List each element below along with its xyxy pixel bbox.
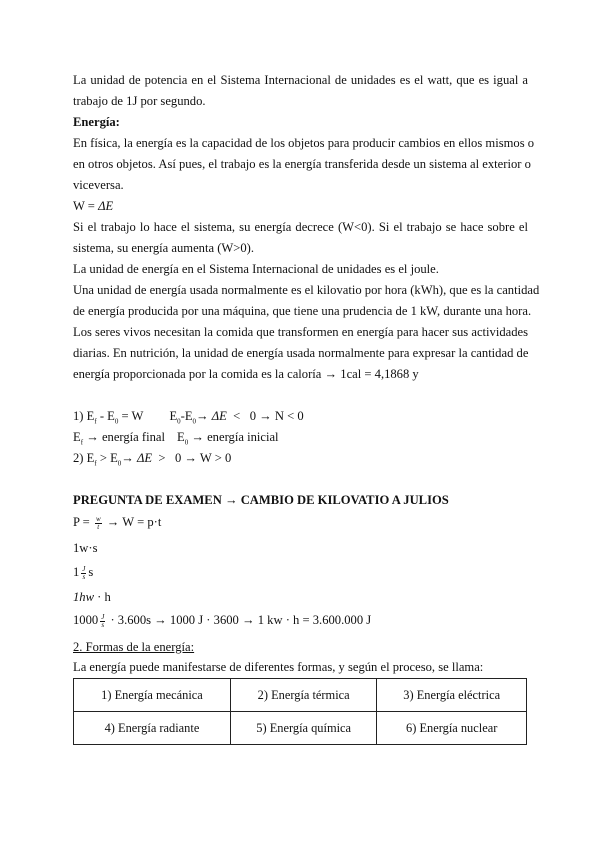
kwh-line-1: Una unidad de energía usada normalmente es el kilovatio por hora (kWh), que es la cantidad [73,283,540,297]
table-cell: 5) Energía química [230,712,376,745]
case-2-part: > 0 → W > 0 [152,451,232,465]
power-rhs: → W = p·t [103,515,162,529]
initial-energy-sub: 0 [184,438,189,447]
case-1-part: E [169,409,178,423]
case-2-delta: ΔE [137,451,153,465]
formas-heading: 2. Formas de la energía: [73,640,195,654]
w-over-t-fraction [95,516,102,531]
case-1-part: -E [180,409,193,423]
case-2-sub: f [94,459,97,468]
case-1-sub: 0 [177,417,181,426]
case-1-equation [73,408,528,430]
fraction-denominator: s [101,620,105,629]
exam-line-hwh [73,589,528,605]
case-1-part: < 0 → N < 0 [226,409,304,423]
exam-line-ws: 1w·s [73,541,98,555]
energy-unit-line: La unidad de energía en el Sistema Internacional de unidades es el joule. [73,262,439,276]
case-1-part: → [196,409,212,423]
initial-energy-label: → energía inicial [188,430,279,444]
table-cell: 2) Energía térmica [230,679,376,712]
table-cell: 1) Energía mecánica [74,679,231,712]
initial-energy-symbol: E [177,430,185,444]
case-1-part: 1) E [73,409,95,423]
energia-def-line-3: viceversa. [73,178,124,192]
final-energy-symbol: E [73,430,81,444]
calorie-line-3: energía proporcionada por la comida es la caloría → 1cal = 4,1868 y [73,367,419,381]
exam-line-conversion [73,612,528,629]
case-1-sub: f [94,417,97,426]
exam-line-js-part: s [88,565,94,579]
calorie-line-1: Los seres vivos necesitan la comida que transformen en energía para hacer sus actividades [73,325,528,339]
system-work-line-1: Si el trabajo lo hace el sistema, su energía decrece (W<0). Si el trabajo se hace sobre el [73,220,528,234]
table-cell: 3) Energía eléctrica [377,679,527,712]
table-cell: 4) Energía radiante [74,712,231,745]
table-row [74,679,527,712]
conversion-part: · 3.600s → 1000 J · 3600 → 1 kw · h = 3.600.000 J [107,613,372,627]
conversion-part: 1000 [73,613,99,627]
formula-lhs: W = [73,199,99,213]
energia-def-line-1: En física, la energía es la capacidad de los objetos para producir cambios en ellos mismos o [73,136,535,150]
energy-definitions-line [73,429,528,451]
case-2-part: 2) E [73,451,95,465]
exam-line-js [73,564,528,581]
case-2-part: > E [96,451,118,465]
exam-heading: PREGUNTA DE EXAMEN → CAMBIO DE KILOVATIO A JULIOS [73,493,449,507]
energia-heading: Energía: [73,115,120,129]
case-2-equation [73,450,528,472]
power-formula [73,514,528,531]
case-1-part: = W [118,409,144,423]
work-energy-formula [73,198,528,214]
case-1-delta: ΔE [211,409,227,423]
intro-line-1: La unidad de potencia en el Sistema Internacional de unidades es el watt, que es igual a [73,73,528,87]
case-1-part: - E [96,409,115,423]
case-2-sub: 0 [117,459,122,468]
fraction-numerator: J [82,564,86,573]
case-2-part: → [121,451,138,465]
exam-line-hwh-part: 1hw [73,590,94,604]
power-lhs: P = [73,515,93,529]
energy-forms-table [73,678,527,745]
exam-line-hwh-part: · h [94,590,111,604]
energia-def-line-2: en otros objetos. Así pues, el trabajo es la energía transferida desde un sistema al exterior o [73,157,531,171]
calorie-line-2: diarias. En nutrición, la unidad de energía usada normalmente para expresar la cantidad de [73,346,529,360]
j-over-s-fraction [81,566,86,581]
case-1-sub: 0 [192,417,197,426]
table-cell: 6) Energía nuclear [377,712,527,745]
final-energy-label: → energía final [83,430,165,444]
final-energy-sub: f [80,438,84,447]
fraction-numerator: J [101,612,105,621]
kwh-line-2: de energía producida por una máquina, que tiene una prudencia de 1 kW, durante una hora. [73,304,532,318]
j-over-s-fraction [100,614,105,629]
formula-rhs: ΔE [98,199,114,213]
fraction-numerator: w [95,514,101,523]
table-row [74,712,527,745]
fraction-denominator: t [97,522,100,531]
exam-line-js-part: 1 [73,565,80,579]
formas-intro: La energía puede manifestarse de diferentes formas, y según el proceso, se llama: [73,660,484,674]
intro-line-2: trabajo de 1J por segundo. [73,94,206,108]
system-work-line-2: sistema, su energía aumenta (W>0). [73,241,255,255]
fraction-denominator: s [82,572,86,581]
case-1-sub: 0 [114,417,119,426]
